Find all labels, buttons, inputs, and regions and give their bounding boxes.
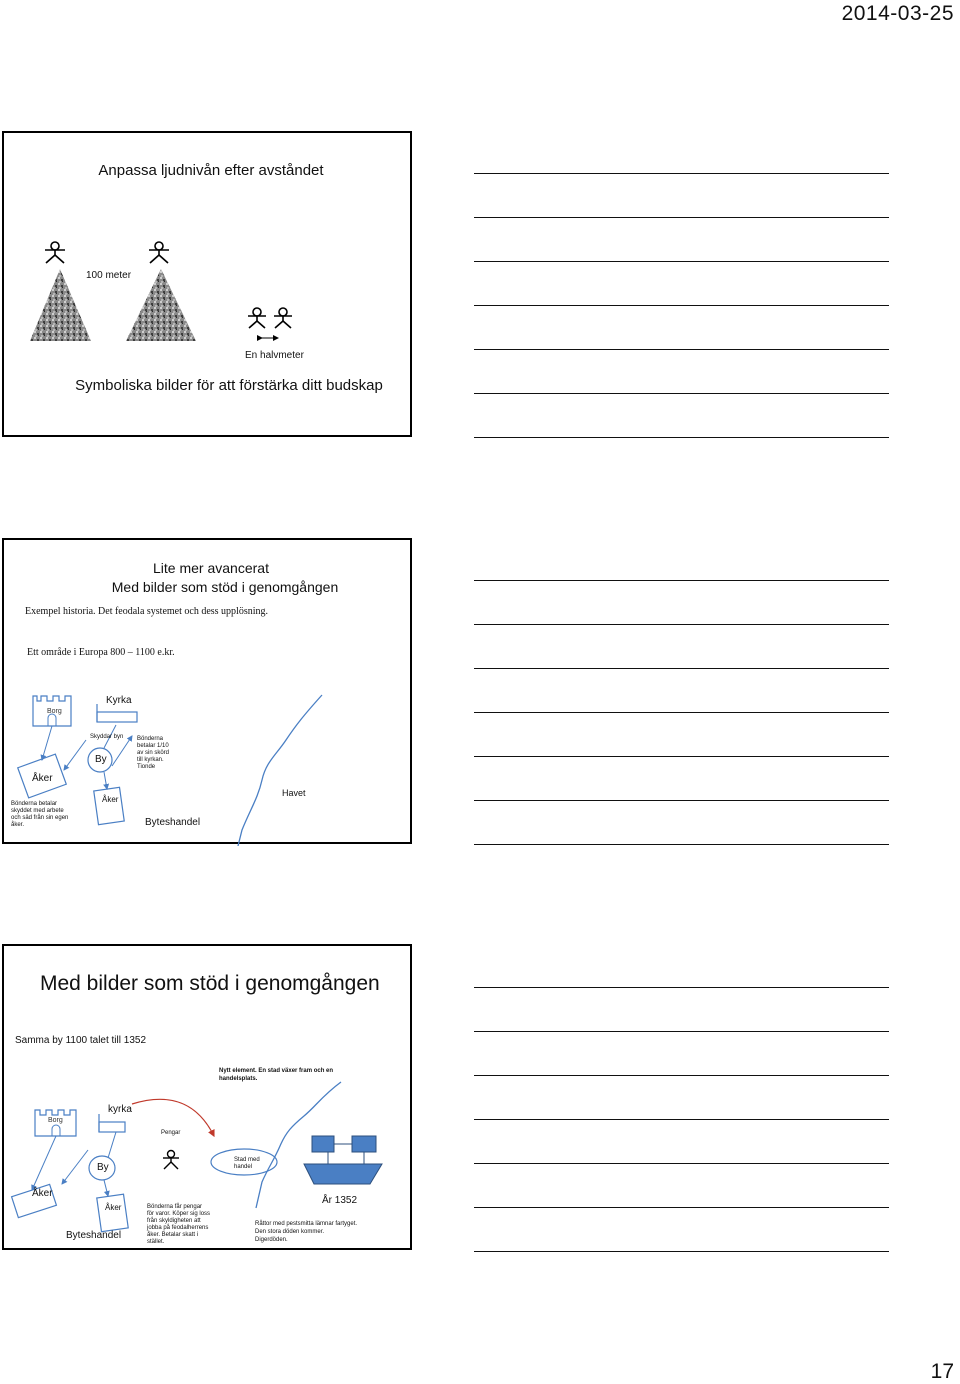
slide-2 xyxy=(2,538,412,844)
note-line xyxy=(474,987,889,988)
merchant-icon xyxy=(163,1151,179,1170)
farmers-line-3: och säd från sin egen xyxy=(11,815,69,821)
farmers-line-4: åker. xyxy=(11,822,25,828)
aker-mid-label: Åker xyxy=(105,1203,122,1212)
slide-3-subtitle: Samma by 1100 talet till 1352 xyxy=(15,1035,147,1046)
note-line xyxy=(474,261,889,262)
byteshandel-label: Byteshandel xyxy=(145,817,201,828)
farmers-line-1: Bönderna betalar xyxy=(11,801,58,807)
plague-line-3: Digerdöden. xyxy=(255,1237,288,1243)
field-mid xyxy=(97,1194,128,1231)
note-line xyxy=(474,580,889,581)
coastline xyxy=(238,695,322,846)
note-line xyxy=(474,305,889,306)
plague-line-2: Den stora döden kommer. xyxy=(255,1229,325,1235)
slide-2-example: Exempel historia. Det feodala systemet och dess upplösning. xyxy=(25,606,269,617)
year-label: År 1352 xyxy=(322,1195,358,1206)
note-line xyxy=(474,393,889,394)
field-mid xyxy=(94,787,124,824)
note-line xyxy=(474,1163,889,1164)
right-mountain xyxy=(126,269,196,341)
slide-1-title: Anpassa ljudnivån efter avståndet xyxy=(98,162,324,179)
stad-line-2: handel xyxy=(234,1164,253,1170)
note-line xyxy=(474,1031,889,1032)
tithe-line-4: till kyrkan. xyxy=(137,757,164,763)
person-icon-near-right xyxy=(274,308,292,328)
note-line xyxy=(474,173,889,174)
page-number: 17 xyxy=(930,1360,954,1383)
aker-left-label: Åker xyxy=(32,1188,53,1199)
pengar-label: Pengar xyxy=(161,1130,181,1136)
slide-3 xyxy=(2,944,412,1250)
note-line xyxy=(474,1207,889,1208)
distance-label: 100 meter xyxy=(86,270,132,281)
note-line xyxy=(474,624,889,625)
person-icon-near-left xyxy=(248,308,266,328)
stad-line-1: Stad med xyxy=(234,1157,260,1163)
farmers-line-2: för varor. Köper sig loss xyxy=(147,1211,211,1217)
skyddar-label: Skyddar byn xyxy=(90,734,124,740)
slide-1 xyxy=(2,131,412,437)
slide-2-area: Ett område i Europa 800 – 1100 e.kr. xyxy=(27,647,175,658)
farmers-line-4: jobba på feodalherrens xyxy=(147,1225,209,1231)
ship-icon xyxy=(304,1136,382,1184)
new-element-line-1: Nytt element. En stad växer fram och en xyxy=(219,1068,334,1074)
note-line xyxy=(474,844,889,845)
slide-2-title-line2: Med bilder som stöd i genomgången xyxy=(111,579,339,595)
note-line xyxy=(474,1251,889,1252)
header-date: 2014-03-25 xyxy=(841,2,954,25)
tithe-line-1: Bönderna xyxy=(137,736,164,742)
byteshandel-label: Byteshandel xyxy=(66,1230,122,1241)
slide-1-caption: Symboliska bilder för att förstärka ditt budskap xyxy=(75,377,383,394)
note-line xyxy=(474,756,889,757)
farmers-line-1: Bönderna får pengar xyxy=(147,1204,203,1210)
by-label: By xyxy=(95,754,107,765)
slide-2-title-line1: Lite mer avancerat xyxy=(153,560,269,576)
note-line xyxy=(474,1119,889,1120)
farmers-line-2: skyddet med arbete xyxy=(11,808,64,814)
note-line xyxy=(474,668,889,669)
half-meter-label: En halvmeter xyxy=(245,350,304,361)
havet-label: Havet xyxy=(282,788,306,798)
church-icon xyxy=(99,1114,125,1132)
farmers-line-5: åker. Betalar skatt i xyxy=(147,1232,199,1238)
note-line xyxy=(474,217,889,218)
tithe-line-2: betalar 1/10 xyxy=(137,743,169,749)
note-line xyxy=(474,1075,889,1076)
note-line xyxy=(474,349,889,350)
plague-line-1: Råttor med pestsmitta lämnar fartyget. xyxy=(255,1221,358,1227)
aker-mid-label: Åker xyxy=(102,795,119,804)
church-icon xyxy=(97,704,137,722)
kyrka-label: Kyrka xyxy=(106,695,132,706)
by-label: By xyxy=(97,1162,109,1173)
note-line xyxy=(474,712,889,713)
note-line xyxy=(474,437,889,438)
borg-label: Borg xyxy=(47,708,62,715)
new-element-line-2: handelsplats. xyxy=(219,1076,258,1082)
slide-3-title: Med bilder som stöd i genomgången xyxy=(40,972,380,995)
tithe-line-5: Tionde xyxy=(137,764,156,770)
aker-left-label: Åker xyxy=(32,773,53,784)
note-line xyxy=(474,800,889,801)
person-icon-far-left xyxy=(45,242,65,263)
borg-label: Borg xyxy=(48,1117,63,1124)
farmers-line-6: stället. xyxy=(147,1239,165,1245)
tithe-line-3: av sin skörd xyxy=(137,750,170,756)
left-mountain xyxy=(30,269,91,341)
person-icon-far-right xyxy=(149,242,169,263)
farmers-line-3: från skyldigheten att xyxy=(147,1218,201,1224)
kyrka-label: kyrka xyxy=(108,1104,132,1115)
